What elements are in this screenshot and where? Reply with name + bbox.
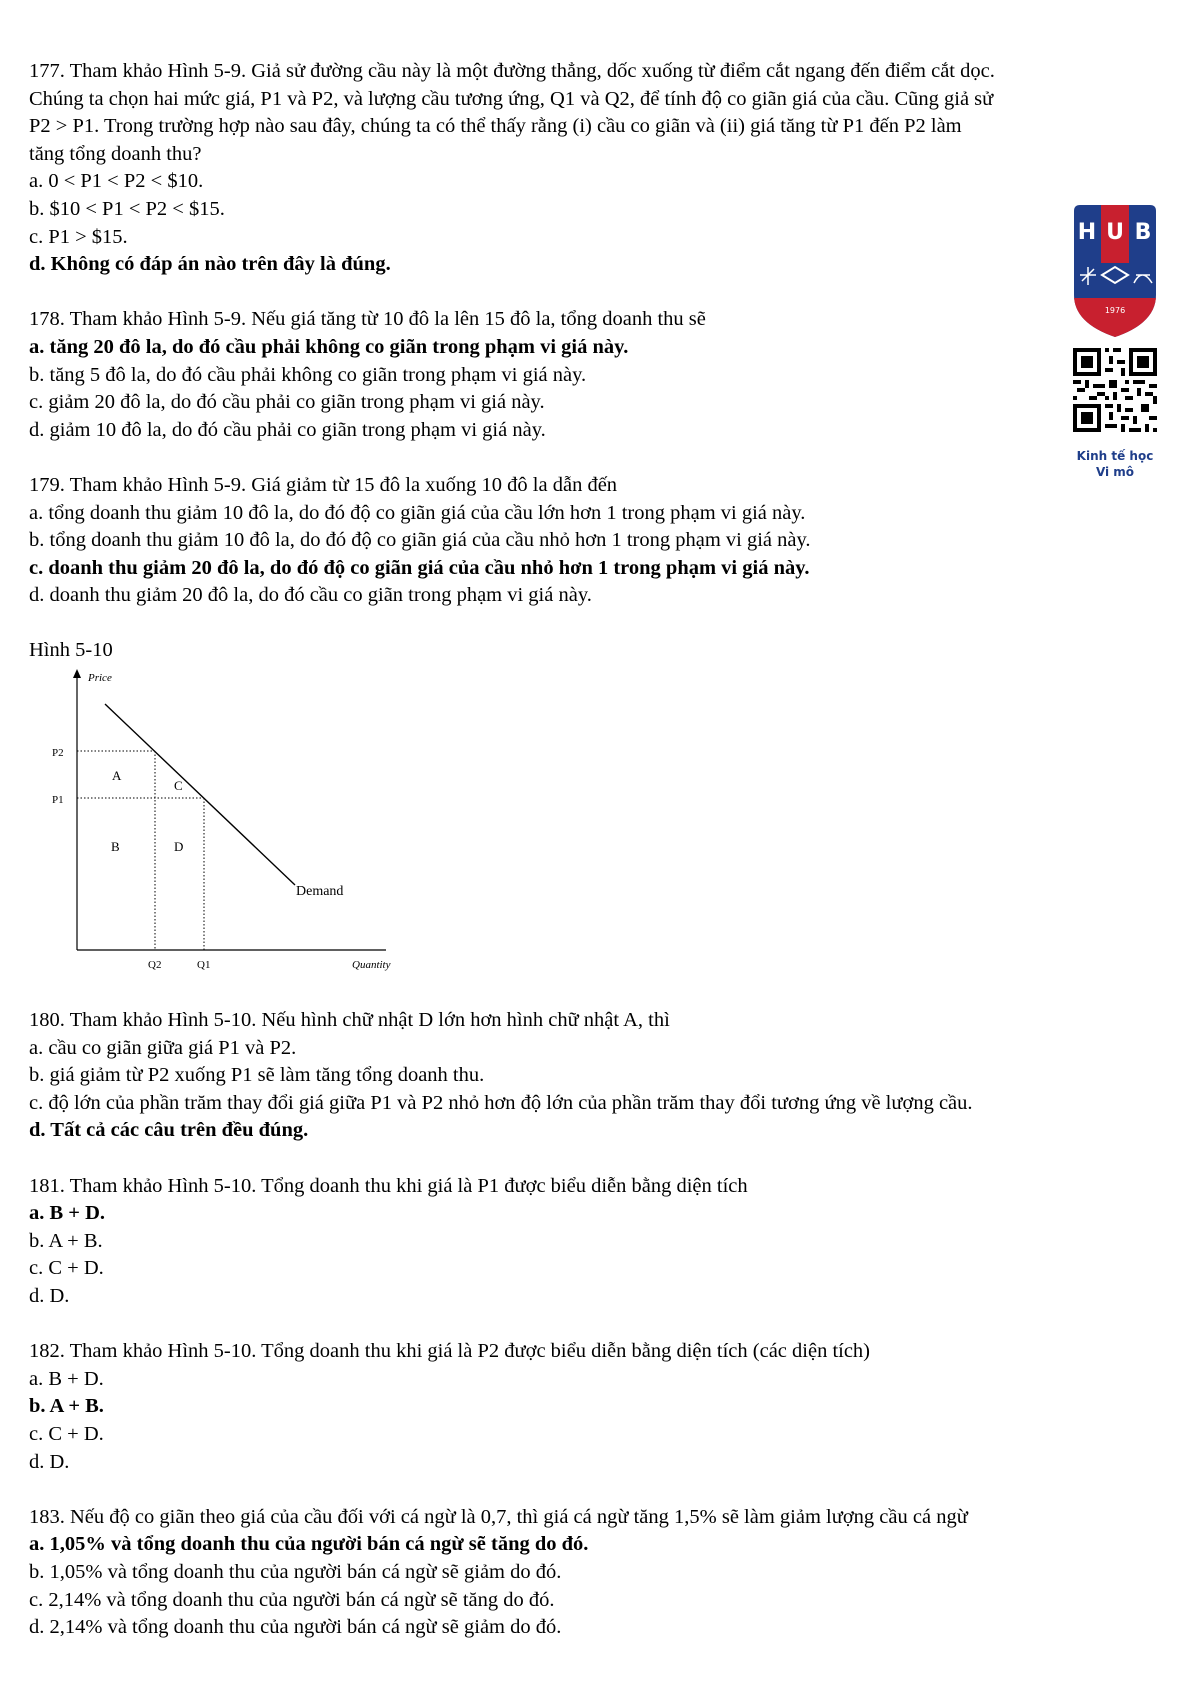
- q2-label: Q2: [148, 959, 162, 971]
- option-c: c. C + D.: [29, 1422, 104, 1445]
- area-c-label: C: [174, 778, 183, 793]
- question-178: [29, 306, 1169, 444]
- option-d: d. D.: [29, 1450, 70, 1473]
- option-a-answer: a. 1,05% và tổng doanh thu của người bán cá ngừ sẽ tăng do đó.: [29, 1533, 589, 1556]
- question-text: 182. Tham khảo Hình 5-10. Tổng doanh thu khi giá là P2 được biểu diễn bằng diện tích (các diện tích): [29, 1340, 871, 1363]
- question-text-line: P2 > P1. Trong trường hợp nào sau đây, chúng ta có thể thấy rằng (i) cầu co giãn và (ii) giá tăng từ P1 đến P2 làm: [29, 115, 962, 138]
- question-180: [29, 1007, 1169, 1145]
- option-c: c. giảm 20 đô la, do đó cầu phải co giãn trong phạm vi giá này.: [29, 391, 545, 414]
- logo-letter-h: H: [1077, 220, 1097, 245]
- question-text: 183. Nếu độ co giãn theo giá của cầu đối với cá ngừ là 0,7, thì giá cá ngừ tăng 1,5% sẽ làm giảm lượng cầu cá ngừ: [29, 1505, 968, 1528]
- logo-letter-u: U: [1106, 220, 1124, 245]
- demand-curve: [105, 704, 295, 885]
- question-text-line: Chúng ta chọn hai mức giá, P1 và P2, và lượng cầu tương ứng, Q1 và Q2, để tính độ co giãn giá của cầu. Cũng giả sử: [29, 87, 994, 110]
- p1-label: P1: [52, 794, 64, 806]
- option-d: d. D.: [29, 1285, 70, 1307]
- question-text-line: tăng tổng doanh thu?: [29, 142, 202, 165]
- area-b-label: B: [111, 839, 120, 854]
- option-b: b. giá giảm từ P2 xuống P1 sẽ làm tăng tổng doanh thu.: [29, 1064, 485, 1087]
- area-a-label: A: [112, 768, 122, 783]
- y-axis-label: Price: [88, 672, 112, 684]
- demand-label: Demand: [296, 884, 344, 899]
- option-d: d. giảm 10 đô la, do đó cầu phải co giãn trong phạm vi giá này.: [29, 418, 546, 441]
- logo-letter-b: B: [1134, 220, 1152, 245]
- demand-figure: [50, 666, 410, 976]
- option-d-answer: d. Không có đáp án nào trên đây là đúng.: [29, 253, 391, 276]
- p2-label: P2: [52, 747, 64, 759]
- option-a-answer: a. B + D.: [29, 1202, 106, 1225]
- figure-caption: Hình 5-10: [29, 639, 113, 662]
- option-d-answer: d. Tất cả các câu trên đều đúng.: [29, 1119, 309, 1142]
- logo-caption-line2: Vi mô: [1095, 465, 1135, 479]
- x-axis-label: Quantity: [352, 959, 391, 971]
- question-text: 178. Tham khảo Hình 5-9. Nếu giá tăng từ 10 đô la lên 15 đô la, tổng doanh thu sẽ: [29, 308, 706, 331]
- option-c: c. P1 > $15.: [29, 225, 128, 248]
- question-182: [29, 1338, 1169, 1476]
- option-d: d. doanh thu giảm 20 đô la, do đó cầu co giãn trong phạm vi giá này.: [29, 584, 592, 607]
- option-a: a. B + D.: [29, 1367, 104, 1390]
- question-text: 179. Tham khảo Hình 5-9. Giá giảm từ 15 đô la xuống 10 đô la dẫn đến: [29, 473, 618, 496]
- option-b: b. $10 < P1 < P2 < $15.: [29, 197, 225, 220]
- option-a: a. tổng doanh thu giảm 10 đô la, do đó độ co giãn giá của cầu lớn hơn 1 trong phạm vi giá này.: [29, 501, 806, 524]
- option-a: a. 0 < P1 < P2 < $10.: [29, 170, 204, 193]
- option-c: c. 2,14% và tổng doanh thu của người bán cá ngừ sẽ tăng do đó.: [29, 1588, 555, 1611]
- question-181: [29, 1173, 1169, 1311]
- option-a: a. cầu co giãn giữa giá P1 và P2.: [29, 1036, 297, 1059]
- question-179: [29, 472, 1169, 610]
- q1-label: Q1: [197, 959, 211, 971]
- option-b-answer: b. A + B.: [29, 1395, 104, 1418]
- question-text: 180. Tham khảo Hình 5-10. Nếu hình chữ nhật D lớn hơn hình chữ nhật A, thì: [29, 1009, 670, 1032]
- question-177: [29, 58, 1169, 279]
- option-c: c. độ lớn của phần trăm thay đổi giá giữa P1 và P2 nhỏ hơn độ lớn của phần trăm thay đổi tương ứng về lượng cầu.: [29, 1091, 973, 1114]
- option-d: d. 2,14% và tổng doanh thu của người bán cá ngừ sẽ giảm do đó.: [29, 1616, 562, 1639]
- area-d-label: D: [174, 839, 184, 854]
- option-c: c. C + D.: [29, 1257, 104, 1280]
- option-a-answer: a. tăng 20 đô la, do đó cầu phải không co giãn trong phạm vi giá này.: [29, 335, 629, 358]
- option-b: b. 1,05% và tổng doanh thu của người bán cá ngừ sẽ giảm do đó.: [29, 1560, 562, 1583]
- y-axis-arrow: [73, 669, 81, 678]
- option-b: b. tăng 5 đô la, do đó cầu phải không co giãn trong phạm vi giá này.: [29, 363, 587, 386]
- question-183: [29, 1504, 1169, 1642]
- option-c-answer: c. doanh thu giảm 20 đô la, do đó độ co giãn giá của cầu nhỏ hơn 1 trong phạm vi giá này.: [29, 556, 810, 579]
- logo-caption-line1: Kinh tế học: [1076, 449, 1154, 463]
- question-text-line: 177. Tham khảo Hình 5-9. Giả sử đường cầu này là một đường thẳng, dốc xuống từ điểm cắt ngang đến điểm cắt dọc.: [29, 60, 995, 82]
- question-text: 181. Tham khảo Hình 5-10. Tổng doanh thu khi giá là P1 được biểu diễn bằng diện tích: [29, 1174, 748, 1197]
- option-b: b. tổng doanh thu giảm 10 đô la, do đó độ co giãn giá của cầu nhỏ hơn 1 trong phạm vi giá này.: [29, 529, 811, 552]
- logo-year: 1976: [1104, 306, 1126, 315]
- option-b: b. A + B.: [29, 1229, 103, 1252]
